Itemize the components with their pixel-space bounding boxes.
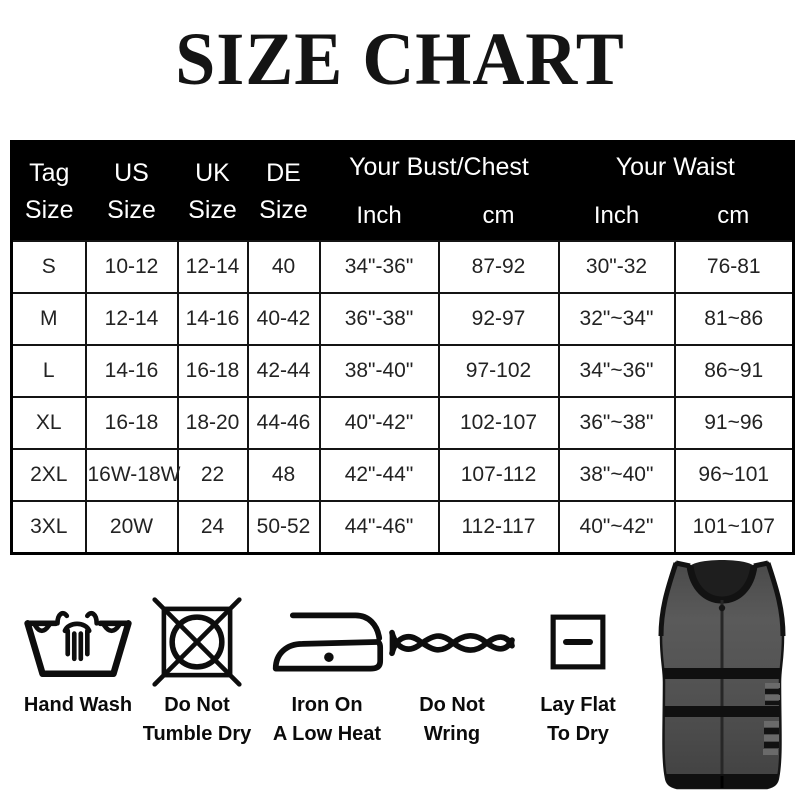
table-cell: 97-102 xyxy=(439,345,559,397)
table-cell: 48 xyxy=(248,449,320,501)
table-cell: 12-14 xyxy=(178,241,248,293)
table-cell: M xyxy=(12,293,86,345)
table-row xyxy=(12,501,794,554)
col-header-bust-cm: cm xyxy=(439,191,559,241)
table-cell: 20W xyxy=(86,501,178,554)
table-cell: 14-16 xyxy=(86,345,178,397)
table-cell: 76-81 xyxy=(675,241,794,293)
table-cell: 14-16 xyxy=(178,293,248,345)
table-row xyxy=(12,449,794,501)
table-cell: 40"~42" xyxy=(559,501,675,554)
table-row xyxy=(12,345,794,397)
table-cell: 38"~40" xyxy=(559,449,675,501)
care-label: Iron On A Low Heat xyxy=(272,694,382,745)
sauna-vest-graphic xyxy=(646,556,798,800)
table-cell: 91~96 xyxy=(675,397,794,449)
care-label: Do Not Wring xyxy=(419,694,485,745)
table-cell: 87-92 xyxy=(439,241,559,293)
table-cell: 32"~34" xyxy=(559,293,675,345)
table-cell: 44-46 xyxy=(248,397,320,449)
table-cell: 10-12 xyxy=(86,241,178,293)
table-cell: 92-97 xyxy=(439,293,559,345)
table-cell: L xyxy=(12,345,86,397)
table-cell: 101~107 xyxy=(675,501,794,554)
care-label: Lay Flat To Dry xyxy=(540,694,616,745)
table-cell: 16-18 xyxy=(178,345,248,397)
col-group-bust-chest: Your Bust/Chest xyxy=(320,142,559,192)
table-cell: XL xyxy=(12,397,86,449)
table-cell: 50-52 xyxy=(248,501,320,554)
table-cell: 2XL xyxy=(12,449,86,501)
care-item-lay-flat-dry xyxy=(503,600,653,749)
col-header-de-size: DE Size xyxy=(248,142,320,242)
table-cell: 3XL xyxy=(12,501,86,554)
table-cell: 34"~36" xyxy=(559,345,675,397)
table-cell: 42-44 xyxy=(248,345,320,397)
table-cell: 102-107 xyxy=(439,397,559,449)
table-row xyxy=(12,397,794,449)
table-cell: S xyxy=(12,241,86,293)
table-cell: 96~101 xyxy=(675,449,794,501)
lay-flat-dry-icon xyxy=(548,612,608,672)
table-cell: 81~86 xyxy=(675,293,794,345)
care-label: Hand Wash xyxy=(23,694,133,716)
table-cell: 107-112 xyxy=(439,449,559,501)
col-header-waist-inch: Inch xyxy=(559,191,675,241)
table-cell: 36"-38" xyxy=(320,293,439,345)
col-header-us-size: US Size xyxy=(86,142,178,242)
table-cell: 42"-44" xyxy=(320,449,439,501)
table-cell: 40"-42" xyxy=(320,397,439,449)
table-row xyxy=(12,293,794,345)
table-cell: 16W-18W xyxy=(86,449,178,501)
col-header-bust-inch: Inch xyxy=(320,191,439,241)
table-body xyxy=(12,241,794,554)
table-cell: 22 xyxy=(178,449,248,501)
care-label: Do Not Tumble Dry xyxy=(142,694,252,745)
table-cell: 40 xyxy=(248,241,320,293)
table-cell: 30"-32 xyxy=(559,241,675,293)
col-header-waist-cm: cm xyxy=(675,191,794,241)
care-item-do-not-tumble-dry xyxy=(122,600,272,749)
table-cell: 40-42 xyxy=(248,293,320,345)
col-group-waist: Your Waist xyxy=(559,142,794,192)
table-cell: 38"-40" xyxy=(320,345,439,397)
product-vest-image xyxy=(646,556,798,800)
hand-wash-icon xyxy=(22,602,134,682)
table-cell: 36"~38" xyxy=(559,397,675,449)
table-cell: 34"-36" xyxy=(320,241,439,293)
table-cell: 12-14 xyxy=(86,293,178,345)
col-header-tag-size: Tag Size xyxy=(12,142,86,242)
table-header xyxy=(12,142,794,242)
table-cell: 86~91 xyxy=(675,345,794,397)
table-cell: 24 xyxy=(178,501,248,554)
size-table xyxy=(10,140,795,555)
page-title: SIZE CHART xyxy=(175,16,625,101)
do-not-tumble-dry-icon xyxy=(151,596,243,688)
table-cell: 16-18 xyxy=(86,397,178,449)
table-row xyxy=(12,241,794,293)
do-not-wring-icon xyxy=(386,612,518,672)
iron-low-heat-icon xyxy=(270,607,384,677)
table-cell: 112-117 xyxy=(439,501,559,554)
col-header-uk-size: UK Size xyxy=(178,142,248,242)
table-cell: 18-20 xyxy=(178,397,248,449)
table-cell: 44"-46" xyxy=(320,501,439,554)
